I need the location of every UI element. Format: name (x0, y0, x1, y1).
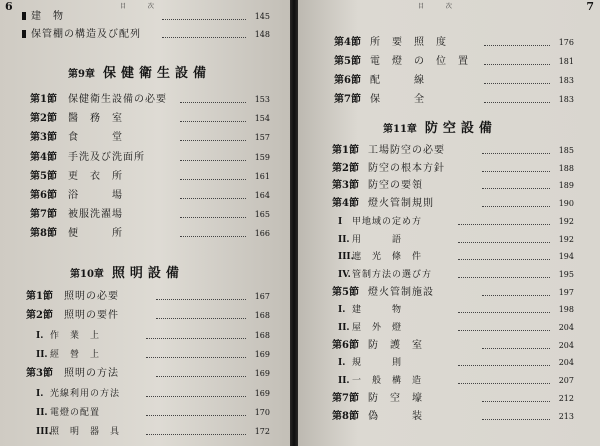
section-number: I (338, 216, 343, 227)
section-number: II. (36, 349, 48, 360)
page-reference: 198 (558, 305, 574, 315)
section-number: II. (36, 407, 48, 418)
section-number: 第4節 (332, 198, 359, 210)
page-reference: 192 (558, 234, 574, 244)
toc-entry (30, 208, 270, 222)
page-reference: 165 (254, 210, 270, 220)
section-title: 燈火管制施設 (368, 286, 434, 298)
toc-entry (334, 36, 574, 50)
section-number: 第7節 (332, 392, 359, 404)
toc-entry (332, 197, 574, 211)
toc-subentry (36, 329, 270, 343)
chapter-heading (68, 62, 211, 81)
running-head: 目 次 (418, 3, 462, 10)
dot-leader (146, 396, 246, 397)
section-number: 第6節 (332, 339, 359, 351)
dot-leader (156, 318, 246, 319)
section-number: II. (338, 376, 350, 387)
section-title: 照 明 器 具 (50, 427, 121, 438)
section-title: 手洗及び洗面所 (68, 151, 145, 163)
chapter-title: 防空設備 (424, 121, 497, 136)
page-reference: 164 (254, 191, 270, 200)
section-title: 電燈の配置 (50, 407, 101, 418)
page-reference: 167 (254, 292, 270, 301)
toc-subentry (36, 387, 270, 401)
page-reference: 148 (254, 30, 270, 39)
dot-leader (484, 102, 550, 103)
section-number: 第5節 (332, 286, 359, 298)
section-title: 管制方法の選び方 (352, 269, 433, 280)
page-reference: 197 (558, 287, 574, 297)
toc-entry (30, 93, 270, 107)
toc-entry (30, 112, 270, 126)
chapter-title: 保健衛生設備 (102, 66, 211, 81)
toc-subentry (338, 250, 574, 264)
chapter-number: 第9章 (68, 69, 95, 80)
toc-entry (22, 10, 270, 24)
section-number: II. (338, 323, 350, 333)
section-number: 第3節 (332, 180, 359, 192)
page-reference: 169 (254, 369, 270, 379)
page-reference: 192 (558, 216, 574, 226)
dot-leader (146, 357, 246, 358)
page-reference: 153 (254, 95, 270, 104)
section-number: 第1節 (30, 94, 57, 105)
section-number: 第2節 (26, 310, 53, 322)
section-title: 防空の要領 (368, 180, 423, 192)
dot-leader (180, 236, 246, 237)
section-title: 經 營 上 (50, 349, 101, 360)
toc-entry (22, 28, 270, 42)
toc-entry (332, 392, 574, 406)
section-number: 第3節 (26, 368, 53, 380)
section-title: 醫 務 室 (68, 113, 123, 125)
dot-leader (180, 140, 246, 141)
section-title: 工場防空の必要 (368, 145, 445, 156)
toc-entry (332, 410, 574, 424)
section-title: 規 則 (352, 358, 403, 369)
dot-leader (180, 121, 246, 122)
page-reference: 166 (254, 229, 270, 239)
page-reference: 207 (558, 376, 574, 386)
toc-entry (334, 74, 574, 88)
section-number: I. (338, 358, 346, 369)
section-marker-icon (22, 30, 26, 38)
chapter-number: 第11章 (383, 124, 417, 135)
dot-leader (180, 160, 246, 161)
section-number: II. (338, 234, 350, 245)
section-number: 第5節 (334, 56, 361, 67)
page-reference: 169 (254, 388, 270, 398)
toc-entry (332, 286, 574, 300)
page-reference: 183 (558, 95, 574, 104)
toc-entry (30, 189, 270, 203)
toc-entry (334, 93, 574, 107)
chapter-heading (383, 117, 497, 136)
section-number: 第7節 (334, 94, 361, 105)
chapter-heading (70, 262, 184, 281)
left-page (0, 0, 290, 446)
section-title: 浴 場 (68, 190, 123, 201)
page-reference: 195 (558, 269, 574, 279)
page-reference: 189 (558, 181, 574, 191)
section-title: 配 線 (370, 75, 425, 86)
page-reference: 183 (558, 76, 574, 85)
dot-leader (458, 224, 550, 225)
dot-leader (146, 415, 246, 416)
dot-leader (482, 206, 550, 207)
toc-entry (332, 179, 574, 193)
section-number: 第8節 (332, 410, 359, 422)
section-title: 更 衣 所 (68, 170, 123, 182)
toc-entry (26, 290, 270, 304)
dot-leader (180, 198, 246, 199)
dot-leader (180, 217, 246, 218)
section-number: III. (338, 252, 354, 263)
section-number: 第7節 (30, 209, 57, 221)
section-number: 第2節 (30, 113, 57, 125)
chapter-number: 第10章 (70, 269, 104, 280)
section-title: 照明の要件 (64, 310, 119, 322)
section-number: I. (36, 388, 44, 399)
dot-leader (180, 102, 246, 103)
section-title: 保管棚の構造及び配列 (31, 29, 141, 40)
dot-leader (484, 45, 550, 46)
page-reference: 161 (254, 171, 270, 181)
page-reference: 212 (558, 393, 574, 403)
dot-leader (458, 383, 550, 384)
toc-entry (30, 131, 270, 145)
dot-leader (458, 330, 550, 331)
section-number: I. (36, 330, 44, 341)
toc-entry (26, 309, 270, 323)
section-title: 建 物 (31, 11, 64, 22)
section-title: 照明の必要 (64, 291, 119, 302)
section-number: 第5節 (30, 170, 57, 182)
book-gutter (290, 0, 298, 446)
page-reference: 159 (254, 152, 270, 162)
section-title: 便 所 (68, 228, 123, 240)
toc-entry (30, 170, 270, 184)
dot-leader (458, 312, 550, 313)
page-reference: 169 (254, 349, 270, 359)
section-title: 電 燈 の 位 置 (370, 56, 469, 67)
dot-leader (458, 277, 550, 278)
toc-subentry (338, 233, 574, 247)
dot-leader (156, 299, 246, 300)
page-reference: 154 (254, 114, 270, 124)
section-title: 防 護 室 (368, 339, 423, 351)
toc-subentry (338, 268, 574, 282)
page-reference: 181 (558, 57, 574, 66)
section-title: 防空の根本方針 (368, 162, 445, 174)
page-reference: 194 (558, 252, 574, 262)
section-number: 第2節 (332, 162, 359, 174)
section-title: 被服洗濯場 (68, 209, 123, 221)
section-title: 照明の方法 (64, 368, 119, 380)
dot-leader (156, 376, 246, 377)
section-title: 保 全 (370, 94, 425, 105)
dot-leader (458, 242, 550, 243)
toc-subentry (338, 303, 574, 317)
page-reference: 204 (558, 340, 574, 350)
dot-leader (484, 83, 550, 84)
section-title: 甲地域の定め方 (352, 216, 423, 227)
toc-entry (334, 55, 574, 69)
section-title: 食 堂 (68, 132, 123, 144)
toc-entry (332, 162, 574, 176)
section-title: 光線利用の方法 (50, 388, 121, 399)
page-number: 7 (586, 0, 594, 13)
section-number: 第6節 (30, 190, 57, 201)
running-head: 目 次 (120, 3, 164, 10)
page-reference: 168 (254, 330, 270, 340)
dot-leader (482, 419, 550, 420)
dot-leader (482, 153, 550, 154)
toc-subentry (36, 406, 270, 420)
section-marker-icon (22, 12, 26, 20)
toc-subentry (36, 425, 270, 439)
dot-leader (482, 401, 550, 402)
page-reference: 204 (558, 358, 574, 368)
toc-subentry (338, 321, 574, 335)
section-title: 遮 光 條 件 (352, 252, 423, 263)
page-reference: 204 (558, 323, 574, 332)
section-title: 保健衛生設備の必要 (68, 94, 167, 105)
section-title: 用 語 (352, 234, 403, 245)
section-number: III. (36, 427, 52, 438)
section-number: 第8節 (30, 228, 57, 240)
dot-leader (482, 295, 550, 296)
page-reference: 188 (558, 163, 574, 173)
toc-entry (30, 151, 270, 165)
section-title: 燈火管制規則 (368, 198, 434, 210)
dot-leader (162, 37, 246, 38)
page-reference: 145 (254, 12, 270, 21)
page-reference: 170 (254, 407, 270, 417)
section-title: 防 空 壕 (368, 392, 423, 404)
dot-leader (484, 64, 550, 65)
section-title: 建 物 (352, 305, 403, 316)
section-number: 第1節 (26, 291, 53, 302)
toc-subentry (338, 374, 574, 388)
dot-leader (180, 179, 246, 180)
section-title: 所 要 照 度 (370, 37, 447, 48)
section-number: 第4節 (30, 151, 57, 163)
page-reference: 190 (558, 199, 574, 209)
dot-leader (482, 188, 550, 189)
toc-entry (332, 144, 574, 158)
toc-subentry (338, 356, 574, 370)
dot-leader (458, 259, 550, 260)
page-reference: 185 (558, 146, 574, 155)
section-number: 第6節 (334, 75, 361, 86)
dot-leader (146, 434, 246, 435)
dot-leader (146, 338, 246, 339)
toc-entry (30, 227, 270, 241)
toc-subentry (36, 348, 270, 362)
dot-leader (162, 19, 246, 20)
section-number: 第4節 (334, 37, 361, 48)
dot-leader (482, 348, 550, 349)
dot-leader (482, 171, 550, 172)
dot-leader (458, 365, 550, 366)
page-reference: 213 (558, 411, 574, 421)
toc-subentry (338, 215, 574, 229)
section-number: 第1節 (332, 145, 359, 156)
right-page (298, 0, 600, 446)
toc-entry (26, 367, 270, 381)
section-number: 第3節 (30, 132, 57, 144)
page-number: 6 (5, 0, 13, 13)
section-title: 屋 外 燈 (352, 323, 403, 333)
page-reference: 168 (254, 311, 270, 321)
section-number: I. (338, 305, 346, 316)
toc-entry (332, 339, 574, 353)
chapter-title: 照明設備 (111, 266, 184, 281)
section-title: 偽 装 (368, 410, 423, 422)
section-number: IV. (338, 269, 351, 280)
section-title: 作 業 上 (50, 330, 101, 341)
page-reference: 172 (254, 427, 270, 437)
page-reference: 176 (558, 38, 574, 47)
section-title: 一 般 構 造 (352, 376, 423, 387)
page-reference: 157 (254, 133, 270, 143)
